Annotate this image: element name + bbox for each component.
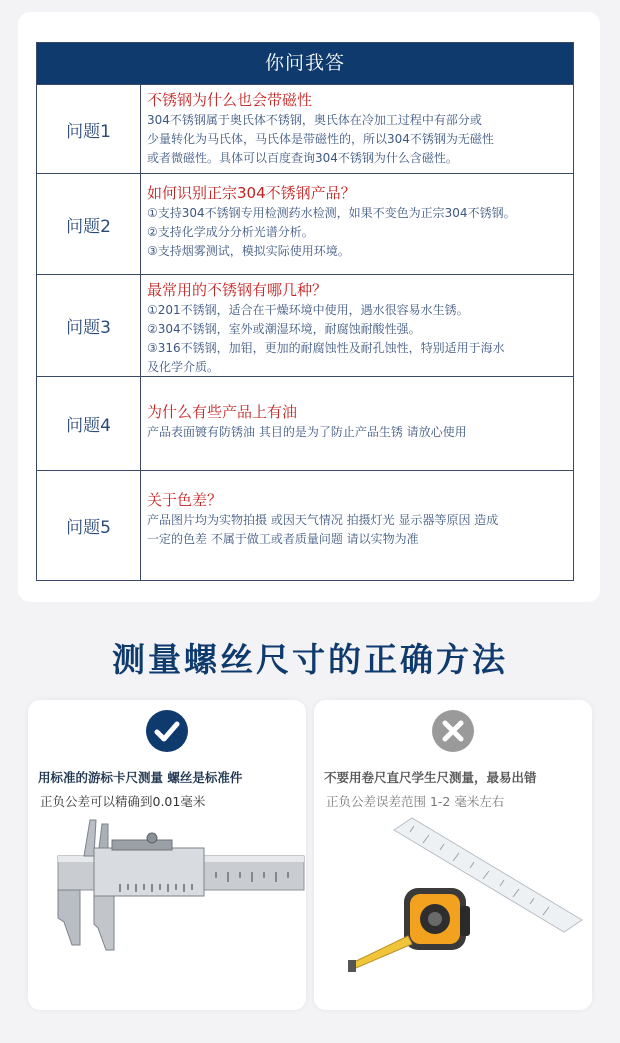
- question-title: 关于色差？: [147, 491, 223, 509]
- answer-line: 一定的色差 不属于做工或者质量问题 请以实物为准: [147, 532, 419, 546]
- cross-icon: [431, 709, 475, 753]
- faq-row-4: [37, 376, 573, 470]
- answer-line: 及化学介质。: [147, 360, 220, 374]
- check-icon: [145, 709, 189, 753]
- question-title: 最常用的不锈钢有哪几种？: [147, 281, 328, 299]
- answer-line: ②支持化学成分分析光谱分析。: [147, 225, 314, 239]
- question-title: 如何识别正宗304不锈钢产品？: [147, 184, 356, 202]
- answer-line: ①支持304不锈钢专用检测药水检测，如果不变色为正宗304不锈钢。: [147, 206, 516, 220]
- question-title: 不锈钢为什么也会带磁性: [147, 91, 313, 109]
- faq-row-1: [37, 84, 573, 173]
- answer-cell: [141, 85, 573, 173]
- section-title: 测量螺丝尺寸的正确方法: [112, 640, 508, 679]
- answer-line: ①201不锈钢，适合在干燥环境中使用，遇水很容易水生锈。: [147, 303, 469, 317]
- wrong-method-heading: 不要用卷尺直尺学生尺测量，最易出错: [324, 770, 537, 785]
- answer-line: 产品图片均为实物拍摄 或因天气情况 拍摄灯光 显示器等原因 造成: [147, 513, 499, 527]
- answer-cell: [141, 377, 573, 470]
- wrong-method-panel: [314, 700, 592, 1010]
- ruler-and-tape-measure-image: [314, 810, 592, 1010]
- question-label: 问题2: [37, 174, 141, 274]
- wrong-method-tolerance: 正负公差误差范围 1-2 毫米左右: [326, 794, 505, 809]
- faq-row-2: [37, 173, 573, 274]
- answer-line: ③316不锈钢，加钼，更加的耐腐蚀性及耐孔蚀性，特别适用于海水: [147, 341, 505, 355]
- answer-cell: [141, 275, 573, 376]
- answer-cell: [141, 471, 573, 580]
- vernier-caliper-image: [28, 810, 306, 1010]
- correct-method-panel: [28, 700, 306, 1010]
- answer-line: ③支持烟雾测试，模拟实际使用环境。: [147, 244, 350, 258]
- question-label: 问题4: [37, 377, 141, 470]
- faq-row-5: [37, 470, 573, 580]
- question-title: 为什么有些产品上有油: [147, 403, 298, 421]
- faq-header: 你问我答: [37, 43, 573, 84]
- answer-line: 产品表面镀有防锈油 其目的是为了防止产品生锈 请放心使用: [147, 425, 467, 439]
- answer-cell: [141, 174, 573, 274]
- question-label: 问题3: [37, 275, 141, 376]
- faq-row-3: [37, 274, 573, 376]
- correct-method-heading: 用标准的游标卡尺测量 螺丝是标准件: [38, 770, 243, 785]
- faq-table: [36, 42, 574, 581]
- answer-line: 少量转化为马氏体，马氏体是带磁性的，所以304不锈钢为无磁性: [147, 132, 494, 146]
- answer-line: ②304不锈钢，室外或潮湿环境，耐腐蚀耐酸性强。: [147, 322, 421, 336]
- correct-method-tolerance: 正负公差可以精确到0.01毫米: [40, 794, 206, 809]
- answer-line: 或者微磁性。具体可以百度查询304不锈钢为什么含磁性。: [147, 151, 458, 165]
- answer-line: 304不锈钢属于奥氏体不锈钢，奥氏体在冷加工过程中有部分或: [147, 113, 482, 127]
- question-label: 问题5: [37, 471, 141, 580]
- question-label: 问题1: [37, 85, 141, 173]
